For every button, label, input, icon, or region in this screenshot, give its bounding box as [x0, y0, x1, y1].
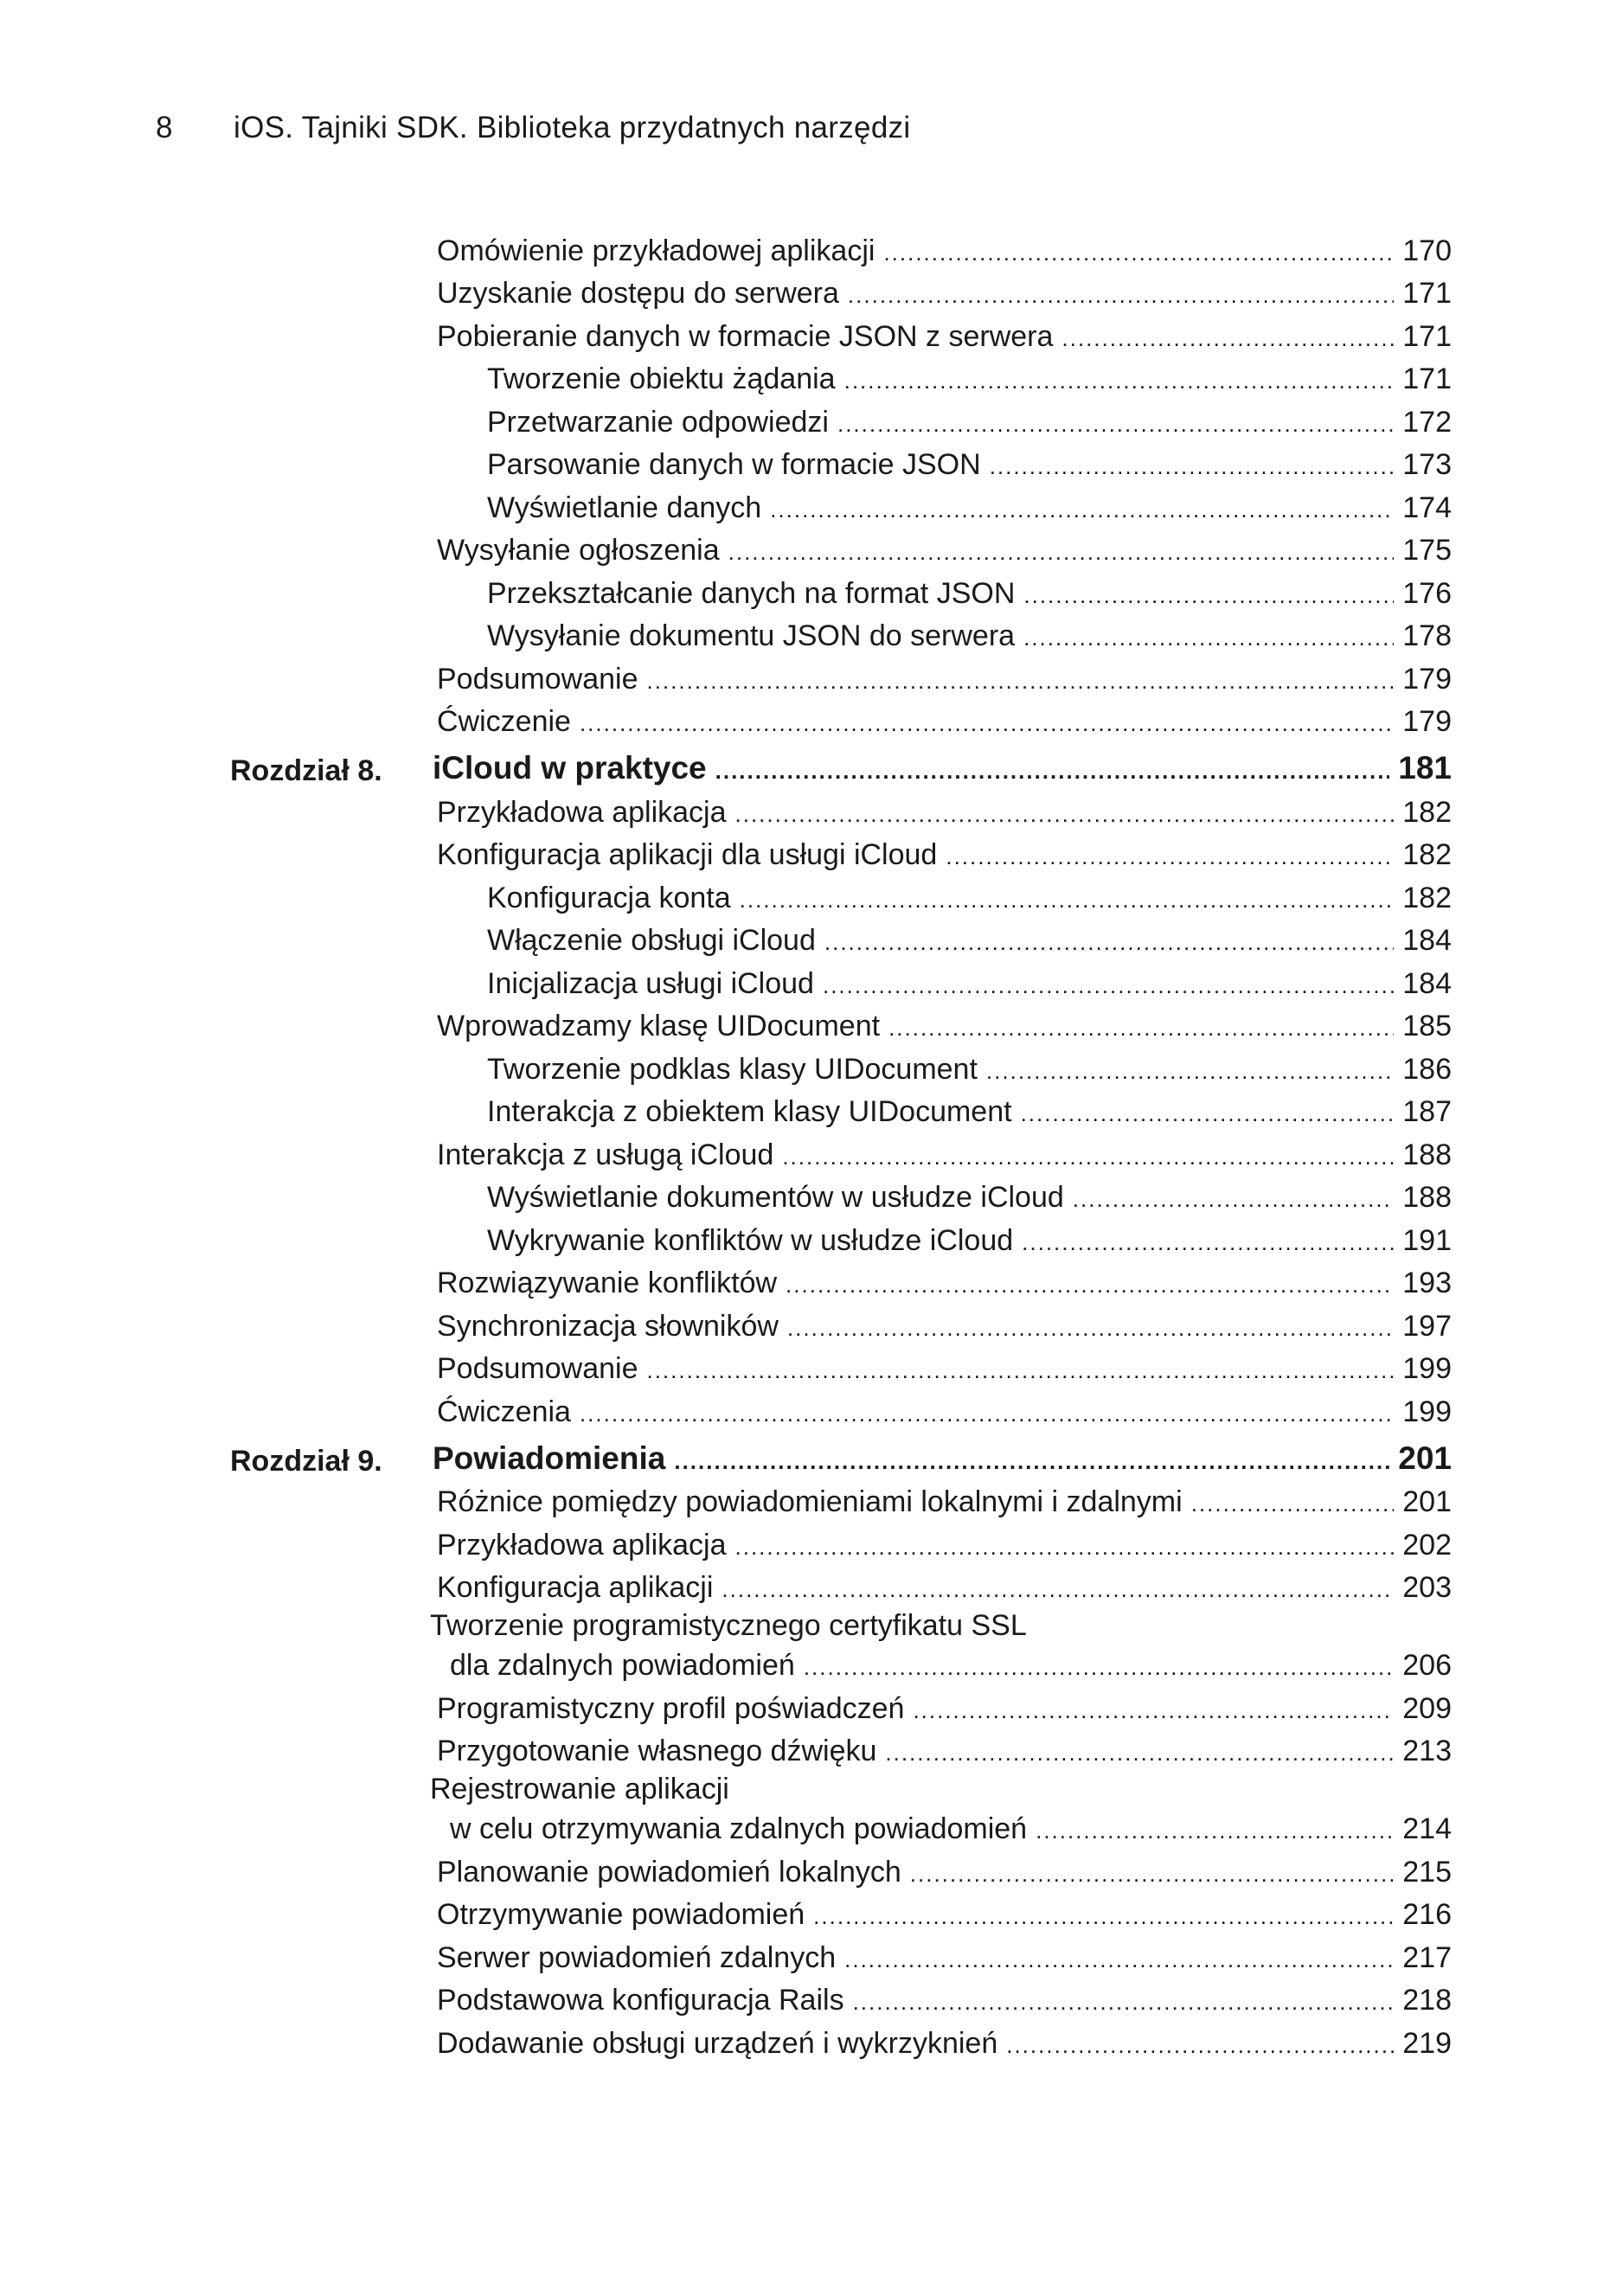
toc-entry-line — [437, 319, 1452, 356]
toc-entry-title: Konfiguracja aplikacji dla usługi iCloud — [437, 838, 938, 871]
leader-dots — [823, 968, 1394, 1003]
toc-entry-title: Tworzenie podklas klasy UIDocument — [487, 1052, 978, 1086]
toc-entry-title: Konfiguracja konta — [487, 881, 731, 914]
toc-entry-line — [487, 447, 1452, 484]
toc-entry-title: Przykładowa aplikacja — [437, 795, 727, 829]
toc-entry-line — [487, 881, 1452, 917]
toc-entry-title: Wprowadzamy klasę UIDocument — [437, 1010, 881, 1042]
toc-page-number: 217 — [1402, 1940, 1452, 1974]
toc-entry-line — [487, 1223, 1452, 1260]
leader-dots — [837, 407, 1394, 441]
toc-entry-title: Otrzymywanie powiadomień — [437, 1898, 805, 1931]
toc-entry-title: Przetwarzanie odpowiedzi — [487, 405, 829, 439]
leader-dots — [888, 1010, 1394, 1045]
leader-dots — [1061, 321, 1394, 356]
toc-entry — [0, 1934, 1597, 1977]
book-title: iOS. Tajniki SDK. Biblioteka przydatnych narzędzi — [234, 111, 911, 144]
toc-entry — [0, 1607, 1597, 1684]
toc-entry — [0, 1564, 1597, 1607]
toc-entry — [0, 441, 1597, 484]
toc-entry-line — [487, 1180, 1452, 1216]
toc-entry-line — [437, 1940, 1452, 1977]
toc-entry-title: Ćwiczenia — [437, 1395, 571, 1428]
toc-entry-title-line1: Tworzenie programistycznego certyfikatu SSL — [430, 1609, 1027, 1642]
toc-page-number: 178 — [1402, 619, 1452, 652]
toc-entry-title: Omówienie przykładowej aplikacji — [437, 234, 875, 267]
toc-page-number: 187 — [1402, 1095, 1452, 1128]
toc-entry-line — [437, 533, 1452, 569]
toc-entry-line — [437, 1855, 1452, 1891]
toc-entry — [0, 1770, 1597, 1848]
toc-entry — [0, 831, 1597, 875]
leader-dots — [853, 1985, 1395, 2019]
toc-entry — [0, 356, 1597, 399]
leader-dots — [883, 235, 1394, 270]
toc-page-number: 201 — [1398, 1440, 1452, 1476]
toc-entry — [0, 1216, 1597, 1260]
leader-dots — [782, 1139, 1394, 1174]
toc-entry — [0, 1345, 1597, 1389]
toc-entry — [0, 1891, 1597, 1934]
toc-entry — [0, 1174, 1597, 1217]
toc-entry-title: dla zdalnych powiadomień — [450, 1649, 795, 1682]
toc-entry — [0, 1131, 1597, 1174]
leader-dots — [885, 1735, 1394, 1770]
leader-dots — [813, 1899, 1394, 1934]
leader-dots — [674, 1444, 1389, 1478]
toc-entry-line — [437, 1983, 1452, 2019]
toc-page-number: 191 — [1402, 1223, 1452, 1257]
leader-dots — [804, 1650, 1394, 1684]
toc-entry-line — [450, 1648, 1452, 1684]
leader-dots — [786, 1267, 1394, 1302]
toc-entry-title: Wyświetlanie dokumentów w usłudze iCloud — [487, 1181, 1064, 1214]
running-header — [156, 111, 910, 145]
toc-entry-title: Włączenie obsługi iCloud — [487, 924, 816, 957]
toc-entry-title: Serwer powiadomień zdalnych — [437, 1940, 837, 1974]
toc-page-number: 170 — [1402, 234, 1452, 267]
toc-entry — [0, 698, 1597, 741]
toc-page-number: 182 — [1402, 838, 1452, 871]
toc-entry-title: Tworzenie obiektu żądania — [487, 362, 836, 395]
toc-entry — [0, 1045, 1597, 1088]
toc-page-number: 186 — [1402, 1052, 1452, 1086]
toc-entry-line — [437, 1266, 1452, 1302]
toc-entry — [0, 569, 1597, 612]
leader-dots — [910, 1857, 1394, 1891]
toc-entry-title: Parsowanie danych w formacie JSON — [487, 448, 981, 481]
leader-dots — [986, 1054, 1394, 1088]
toc-page-number: 171 — [1402, 362, 1452, 395]
toc-entry — [0, 1388, 1597, 1431]
toc-entry-title: Wyświetlanie danych — [487, 491, 762, 524]
toc-page-number: 179 — [1402, 705, 1452, 738]
leader-dots — [1191, 1486, 1395, 1521]
toc-page-number: 184 — [1402, 924, 1452, 957]
toc-entry — [0, 1521, 1597, 1564]
toc-page-number: 173 — [1402, 448, 1452, 481]
toc-entry — [0, 1728, 1597, 1771]
toc-entry-title: Powiadomienia — [433, 1440, 666, 1476]
toc-page-number: 184 — [1402, 966, 1452, 1000]
leader-dots — [740, 882, 1395, 917]
toc-page-number: 199 — [1402, 1395, 1452, 1428]
toc-entry-title: Wykrywanie konfliktów w usłudze iCloud — [487, 1223, 1014, 1257]
toc-page-number: 197 — [1402, 1309, 1452, 1343]
toc-page-number: 201 — [1402, 1485, 1452, 1518]
leader-dots — [728, 535, 1395, 569]
leader-dots — [913, 1693, 1394, 1728]
toc-entry — [0, 1302, 1597, 1345]
toc-entry — [0, 917, 1597, 960]
leader-dots — [844, 1942, 1394, 1977]
toc-entry-line — [437, 1528, 1452, 1564]
toc-entry-title: Przykładowa aplikacja — [437, 1528, 727, 1562]
toc-entry-line — [437, 704, 1452, 741]
toc-entry — [0, 1848, 1597, 1891]
leader-dots — [735, 1530, 1395, 1564]
table-of-contents — [0, 227, 1597, 2062]
toc-page-number: 215 — [1402, 1855, 1452, 1889]
toc-entry-title: Uzyskanie dostępu do serwera — [437, 277, 839, 310]
toc-entry-title: Konfiguracja aplikacji — [437, 1571, 714, 1604]
toc-entry-title: Dodawanie obsługi urządzeń i wykrzyknień — [437, 2026, 998, 2060]
leader-dots — [1023, 620, 1394, 655]
toc-entry-title: Interakcja z usługą iCloud — [437, 1138, 774, 1171]
toc-page-number: 213 — [1402, 1735, 1452, 1767]
toc-page-number: 202 — [1402, 1528, 1452, 1562]
toc-page-number: 181 — [1398, 750, 1452, 786]
toc-entry-line — [437, 1734, 1452, 1770]
chapter-number: Rozdział 9. — [230, 1444, 382, 1478]
toc-entry — [0, 227, 1597, 270]
toc-page-number: 188 — [1402, 1181, 1452, 1214]
toc-entry-line — [437, 1309, 1452, 1345]
leader-dots — [1006, 2028, 1394, 2062]
toc-entry — [0, 612, 1597, 656]
toc-entry-line — [437, 234, 1452, 270]
toc-entry-line — [450, 1812, 1452, 1848]
leader-dots — [824, 925, 1394, 959]
toc-chapter-entry — [0, 1431, 1597, 1478]
toc-entry-line — [437, 1351, 1452, 1388]
toc-entry-line — [433, 1441, 1452, 1478]
toc-page-number: 209 — [1402, 1691, 1452, 1725]
toc-entry-title: Różnice pomiędzy powiadomieniami lokalnymi i zdalnymi — [437, 1485, 1183, 1518]
toc-entry-line — [487, 491, 1452, 527]
leader-dots — [735, 797, 1395, 831]
toc-entry-title: Interakcja z obiektem klasy UIDocument — [487, 1095, 1012, 1128]
toc-entry-title: Programistyczny profil poświadczeń — [437, 1691, 905, 1725]
leader-dots — [722, 1572, 1394, 1607]
toc-entry — [0, 1684, 1597, 1728]
toc-page-number: 206 — [1402, 1649, 1452, 1682]
toc-entry-line — [487, 923, 1452, 959]
leader-dots — [1021, 1096, 1395, 1131]
toc-page-number: 176 — [1402, 576, 1452, 610]
toc-page-number: 218 — [1402, 1984, 1452, 2017]
toc-entry-line — [437, 1395, 1452, 1431]
toc-entry-line — [437, 1138, 1452, 1174]
leader-dots — [946, 839, 1394, 874]
leader-dots — [715, 754, 1390, 788]
toc-entry-title-line1: Rejestrowanie aplikacji — [430, 1773, 729, 1805]
toc-entry-line — [487, 362, 1452, 398]
toc-entry — [0, 312, 1597, 356]
toc-entry — [0, 1003, 1597, 1046]
toc-entry — [0, 527, 1597, 570]
leader-dots — [787, 1311, 1394, 1345]
leader-dots — [646, 664, 1394, 698]
toc-entry-line — [487, 619, 1452, 655]
toc-chapter-entry — [0, 741, 1597, 788]
toc-entry-line — [437, 1485, 1452, 1521]
toc-page-number: 182 — [1402, 881, 1452, 914]
leader-dots — [990, 449, 1395, 484]
toc-entry — [0, 655, 1597, 698]
toc-entry-title: w celu otrzymywania zdalnych powiadomień — [450, 1812, 1028, 1845]
toc-entry-title: Podstawowa konfiguracja Rails — [437, 1984, 844, 2017]
toc-entry-title: Wysyłanie ogłoszenia — [437, 534, 720, 567]
toc-entry — [0, 1260, 1597, 1303]
toc-entry-line — [487, 1094, 1452, 1131]
toc-page-number: 199 — [1402, 1352, 1452, 1385]
toc-entry-line — [433, 751, 1452, 788]
page-number: 8 — [156, 111, 173, 144]
toc-entry-line — [487, 1052, 1452, 1088]
toc-entry — [0, 484, 1597, 527]
toc-entry-title: iCloud w praktyce — [433, 750, 707, 786]
leader-dots — [1036, 1813, 1394, 1848]
toc-page-number: 171 — [1402, 277, 1452, 310]
leader-dots — [580, 706, 1394, 741]
toc-page-number: 175 — [1402, 534, 1452, 567]
toc-page-number: 171 — [1402, 319, 1452, 353]
toc-page-number: 182 — [1402, 795, 1452, 829]
toc-entry-line — [437, 1691, 1452, 1728]
toc-entry — [0, 398, 1597, 441]
toc-entry — [0, 1478, 1597, 1522]
toc-entry-line — [437, 1009, 1452, 1045]
toc-entry-title: Wysyłanie dokumentu JSON do serwera — [487, 619, 1016, 652]
toc-entry — [0, 2019, 1597, 2062]
toc-page-number: 188 — [1402, 1138, 1452, 1171]
toc-entry-line — [437, 2026, 1452, 2062]
toc-page-number: 172 — [1402, 405, 1452, 439]
leader-dots — [1022, 1225, 1394, 1260]
leader-dots — [1073, 1182, 1394, 1216]
toc-entry — [0, 959, 1597, 1003]
toc-entry-title: Przekształcanie danych na format JSON — [487, 576, 1016, 610]
toc-entry-title: Pobieranie danych w formacie JSON z serwera — [437, 319, 1054, 353]
leader-dots — [646, 1353, 1394, 1388]
toc-entry-line — [487, 405, 1452, 441]
toc-entry — [0, 788, 1597, 831]
leader-dots — [580, 1396, 1394, 1431]
toc-entry-line — [437, 1897, 1452, 1934]
toc-page-number: 203 — [1402, 1571, 1452, 1604]
toc-entry-title: Podsumowanie — [437, 1352, 638, 1385]
toc-entry — [0, 1977, 1597, 2020]
toc-entry — [0, 1088, 1597, 1132]
toc-entry-line — [437, 837, 1452, 874]
toc-entry-title: Synchronizacja słowników — [437, 1309, 779, 1343]
toc-entry-line — [437, 795, 1452, 831]
toc-entry-title: Ćwiczenie — [437, 705, 571, 738]
toc-page-number: 179 — [1402, 662, 1452, 696]
toc-page-number: 193 — [1402, 1267, 1452, 1299]
toc-page-number: 216 — [1402, 1898, 1452, 1931]
toc-entry-line — [437, 662, 1452, 698]
toc-entry — [0, 270, 1597, 313]
toc-entry-title: Planowanie powiadomień lokalnych — [437, 1855, 901, 1889]
toc-page-number: 219 — [1402, 2026, 1452, 2060]
toc-entry-title: Rozwiązywanie konfliktów — [437, 1267, 778, 1299]
toc-entry-title: Przygotowanie własnego dźwięku — [437, 1735, 877, 1767]
leader-dots — [848, 278, 1394, 312]
leader-dots — [844, 363, 1395, 398]
toc-page-number: 214 — [1402, 1812, 1452, 1845]
toc-entry-line — [487, 966, 1452, 1003]
toc-entry-line — [487, 576, 1452, 612]
toc-entry-line — [437, 276, 1452, 312]
leader-dots — [1023, 578, 1394, 612]
leader-dots — [770, 492, 1394, 527]
toc-page-number: 185 — [1402, 1010, 1452, 1042]
chapter-number: Rozdział 8. — [230, 754, 382, 787]
toc-page-number: 174 — [1402, 491, 1452, 524]
toc-entry-title: Inicjalizacja usługi iCloud — [487, 966, 814, 1000]
toc-entry — [0, 874, 1597, 917]
toc-entry-line — [437, 1570, 1452, 1607]
toc-entry-title: Podsumowanie — [437, 662, 638, 696]
